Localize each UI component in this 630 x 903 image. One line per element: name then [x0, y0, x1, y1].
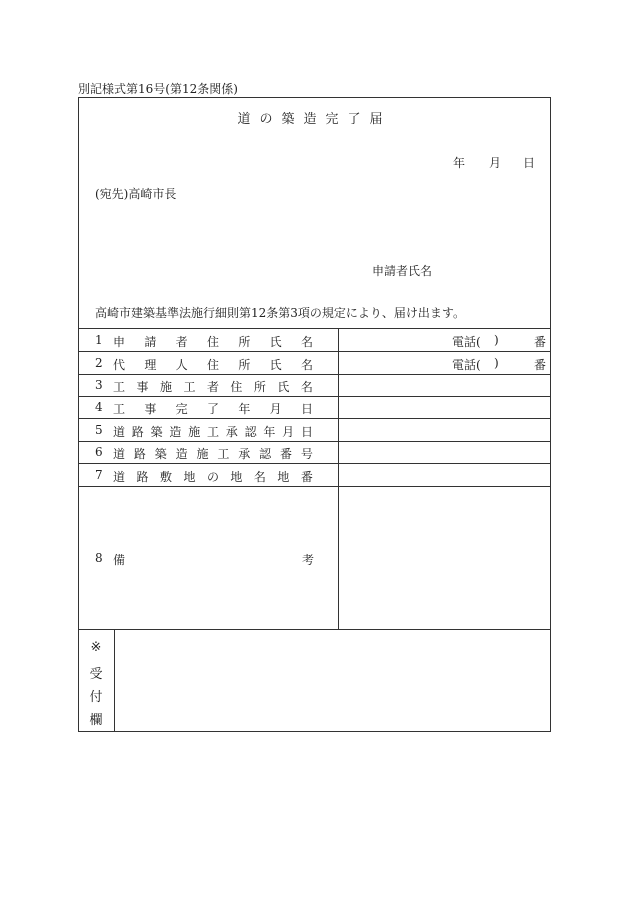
- row-label: 工 事 施 工 者 住 所 氏 名: [113, 380, 313, 394]
- date-year-label: 年: [453, 156, 466, 170]
- row-number: 3: [95, 378, 103, 392]
- phone-close-paren: ): [494, 333, 499, 347]
- row-label: 道 路 敷 地 の 地 名 地 番: [113, 470, 313, 484]
- date-day-label: 日: [523, 156, 536, 170]
- row-rule: [78, 418, 551, 419]
- row-label: 道 路 築 造 施 工 承 認 年 月 日: [113, 425, 313, 439]
- phone-close-paren: ): [494, 356, 499, 370]
- row-rule: [78, 396, 551, 397]
- phone-suffix: 番: [534, 358, 547, 372]
- reception-area: [115, 630, 550, 731]
- row-number: 1: [95, 333, 103, 347]
- table-top-rule: [78, 328, 551, 329]
- reception-char: 欄: [89, 713, 103, 728]
- form-number-label: 別記様式第16号(第12条関係): [78, 82, 238, 96]
- row-number: 7: [95, 468, 103, 482]
- statement-text: 高崎市建築基準法施行細則第12条第3項の規定により、届け出ます。: [95, 306, 465, 320]
- form-title: 道の築造完了届: [237, 112, 392, 127]
- row-rule: [78, 463, 551, 464]
- remarks-input-area[interactable]: [339, 487, 550, 628]
- row-label: 道 路 築 造 施 工 承 認 番 号: [113, 447, 313, 461]
- addressee: (宛先)高崎市長: [95, 187, 177, 201]
- remarks-label-end: 考: [302, 553, 315, 567]
- row-number: 4: [95, 400, 103, 414]
- reception-char: 受: [89, 667, 103, 682]
- phone-label: 電話(: [452, 335, 481, 349]
- row-label: 工 事 完 了 年 月 日: [113, 402, 313, 416]
- row-rule: [78, 351, 551, 352]
- phone-label: 電話(: [452, 358, 481, 372]
- phone-suffix: 番: [534, 335, 547, 349]
- reception-char: 付: [89, 690, 103, 705]
- row-label: 申 請 者 住 所 氏 名: [113, 335, 313, 349]
- remarks-number: 8: [95, 551, 103, 565]
- row-number: 6: [95, 445, 103, 459]
- row-label: 代 理 人 住 所 氏 名: [113, 358, 313, 372]
- date-month-label: 月: [489, 156, 502, 170]
- row-rule: [78, 374, 551, 375]
- remarks-label-start: 備: [113, 553, 126, 567]
- row-number: 2: [95, 356, 103, 370]
- row-rule: [78, 441, 551, 442]
- row-number: 5: [95, 423, 103, 437]
- applicant-name-label: 申請者氏名: [372, 264, 433, 278]
- reception-mark: ※: [90, 640, 102, 655]
